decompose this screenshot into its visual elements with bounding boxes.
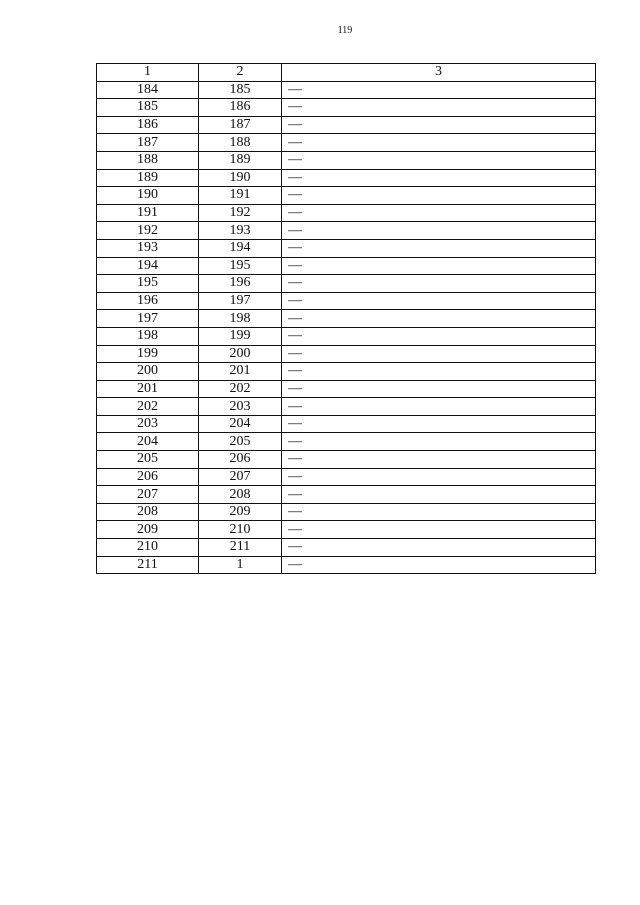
table-row bbox=[97, 257, 596, 275]
table-row bbox=[97, 345, 596, 363]
table-cell-col-1: 190 bbox=[97, 187, 199, 205]
column-header-3: 3 bbox=[282, 64, 596, 82]
table-cell-col-2: 192 bbox=[199, 204, 282, 222]
table-cell-col-3: — bbox=[282, 451, 596, 469]
table-cell-col-2: 209 bbox=[199, 503, 282, 521]
table-row bbox=[97, 486, 596, 504]
table-cell-col-1: 208 bbox=[97, 503, 199, 521]
table-cell-col-2: 203 bbox=[199, 398, 282, 416]
table-cell-col-2: 186 bbox=[199, 99, 282, 117]
table-cell-col-1: 196 bbox=[97, 292, 199, 310]
table-cell-col-1: 201 bbox=[97, 380, 199, 398]
table-cell-col-2: 202 bbox=[199, 380, 282, 398]
table-cell-col-1: 184 bbox=[97, 81, 199, 99]
table-cell-col-2: 189 bbox=[199, 151, 282, 169]
table-row bbox=[97, 169, 596, 187]
table-cell-col-3: — bbox=[282, 433, 596, 451]
table-body bbox=[97, 81, 596, 574]
table-cell-col-1: 192 bbox=[97, 222, 199, 240]
table-row bbox=[97, 99, 596, 117]
table-cell-col-3: — bbox=[282, 415, 596, 433]
table-row bbox=[97, 239, 596, 257]
table-row bbox=[97, 310, 596, 328]
table-cell-col-2: 211 bbox=[199, 539, 282, 557]
table-cell-col-3: — bbox=[282, 468, 596, 486]
table-cell-col-3: — bbox=[282, 398, 596, 416]
column-header-1: 1 bbox=[97, 64, 199, 82]
table-cell-col-1: 206 bbox=[97, 468, 199, 486]
table-cell-col-1: 207 bbox=[97, 486, 199, 504]
table-row bbox=[97, 539, 596, 557]
table-cell-col-3: — bbox=[282, 539, 596, 557]
table-row bbox=[97, 327, 596, 345]
data-table bbox=[96, 63, 596, 574]
table-cell-col-3: — bbox=[282, 151, 596, 169]
table-cell-col-2: 191 bbox=[199, 187, 282, 205]
table-cell-col-3: — bbox=[282, 521, 596, 539]
table-row bbox=[97, 380, 596, 398]
table-cell-col-2: 199 bbox=[199, 327, 282, 345]
table-cell-col-3: — bbox=[282, 310, 596, 328]
table-cell-col-3: — bbox=[282, 81, 596, 99]
table-row bbox=[97, 503, 596, 521]
table-cell-col-2: 194 bbox=[199, 239, 282, 257]
table-cell-col-2: 190 bbox=[199, 169, 282, 187]
table-cell-col-2: 201 bbox=[199, 363, 282, 381]
table-cell-col-1: 204 bbox=[97, 433, 199, 451]
table-row bbox=[97, 556, 596, 574]
table-cell-col-1: 211 bbox=[97, 556, 199, 574]
table-cell-col-3: — bbox=[282, 363, 596, 381]
table-cell-col-3: — bbox=[282, 134, 596, 152]
table-cell-col-2: 1 bbox=[199, 556, 282, 574]
table-cell-col-1: 186 bbox=[97, 116, 199, 134]
table-cell-col-3: — bbox=[282, 204, 596, 222]
table-cell-col-1: 198 bbox=[97, 327, 199, 345]
table-cell-col-2: 205 bbox=[199, 433, 282, 451]
table-row bbox=[97, 187, 596, 205]
table-cell-col-1: 209 bbox=[97, 521, 199, 539]
table-row bbox=[97, 116, 596, 134]
table-cell-col-1: 210 bbox=[97, 539, 199, 557]
table-cell-col-3: — bbox=[282, 257, 596, 275]
table-cell-col-2: 197 bbox=[199, 292, 282, 310]
table-cell-col-2: 200 bbox=[199, 345, 282, 363]
table-cell-col-1: 194 bbox=[97, 257, 199, 275]
table-cell-col-3: — bbox=[282, 99, 596, 117]
table-cell-col-1: 200 bbox=[97, 363, 199, 381]
table-cell-col-2: 185 bbox=[199, 81, 282, 99]
table-row bbox=[97, 292, 596, 310]
table-cell-col-1: 193 bbox=[97, 239, 199, 257]
table-cell-col-2: 206 bbox=[199, 451, 282, 469]
table-cell-col-2: 198 bbox=[199, 310, 282, 328]
table-row bbox=[97, 415, 596, 433]
table-cell-col-2: 195 bbox=[199, 257, 282, 275]
table-row bbox=[97, 398, 596, 416]
table-row bbox=[97, 521, 596, 539]
table-cell-col-1: 188 bbox=[97, 151, 199, 169]
table-cell-col-1: 195 bbox=[97, 275, 199, 293]
table-cell-col-1: 202 bbox=[97, 398, 199, 416]
table-cell-col-3: — bbox=[282, 222, 596, 240]
table-cell-col-2: 196 bbox=[199, 275, 282, 293]
table-cell-col-3: — bbox=[282, 486, 596, 504]
table-cell-col-3: — bbox=[282, 116, 596, 134]
column-header-2: 2 bbox=[199, 64, 282, 82]
table-cell-col-1: 189 bbox=[97, 169, 199, 187]
table-cell-col-3: — bbox=[282, 556, 596, 574]
table-cell-col-1: 191 bbox=[97, 204, 199, 222]
table-row bbox=[97, 134, 596, 152]
table-cell-col-2: 210 bbox=[199, 521, 282, 539]
table-cell-col-1: 205 bbox=[97, 451, 199, 469]
table-cell-col-3: — bbox=[282, 345, 596, 363]
table-cell-col-1: 197 bbox=[97, 310, 199, 328]
table-row bbox=[97, 451, 596, 469]
table-row bbox=[97, 433, 596, 451]
table-cell-col-1: 185 bbox=[97, 99, 199, 117]
table-cell-col-3: — bbox=[282, 380, 596, 398]
table-cell-col-3: — bbox=[282, 187, 596, 205]
table-cell-col-1: 187 bbox=[97, 134, 199, 152]
table-header-row bbox=[97, 64, 596, 82]
page-number: 119 bbox=[337, 25, 353, 36]
table-cell-col-3: — bbox=[282, 169, 596, 187]
table-cell-col-3: — bbox=[282, 327, 596, 345]
table-cell-col-3: — bbox=[282, 503, 596, 521]
table-row bbox=[97, 363, 596, 381]
table-row bbox=[97, 81, 596, 99]
table-cell-col-2: 188 bbox=[199, 134, 282, 152]
table-cell-col-1: 203 bbox=[97, 415, 199, 433]
table-row bbox=[97, 468, 596, 486]
table-row bbox=[97, 222, 596, 240]
table-cell-col-3: — bbox=[282, 292, 596, 310]
table-cell-col-2: 193 bbox=[199, 222, 282, 240]
table-row bbox=[97, 275, 596, 293]
table-cell-col-2: 208 bbox=[199, 486, 282, 504]
table-cell-col-1: 199 bbox=[97, 345, 199, 363]
table-row bbox=[97, 204, 596, 222]
table-cell-col-3: — bbox=[282, 239, 596, 257]
table-cell-col-2: 187 bbox=[199, 116, 282, 134]
table-cell-col-2: 207 bbox=[199, 468, 282, 486]
table-cell-col-3: — bbox=[282, 275, 596, 293]
table-cell-col-2: 204 bbox=[199, 415, 282, 433]
table-row bbox=[97, 151, 596, 169]
